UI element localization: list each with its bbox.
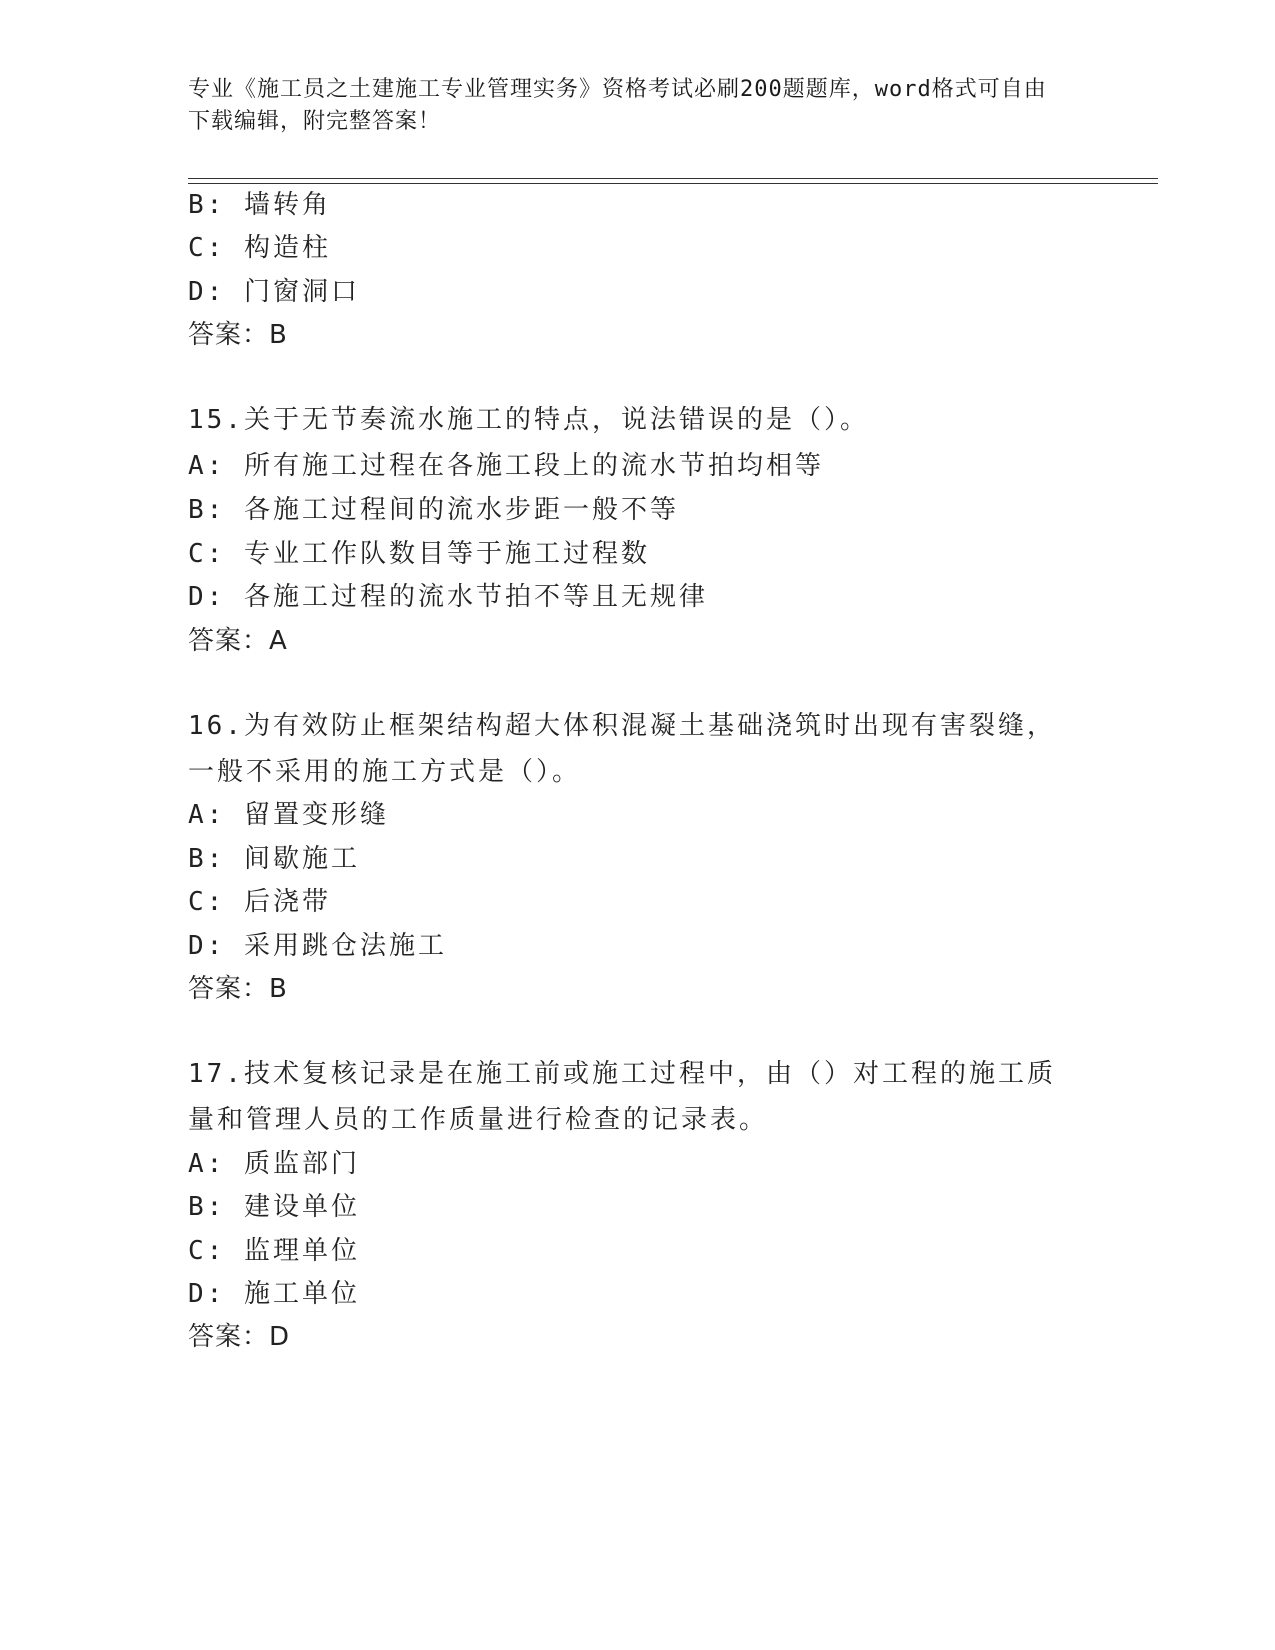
option-a: A: 质监部门 (188, 1149, 360, 1179)
option-b: B: 各施工过程间的流水步距一般不等 (188, 495, 679, 525)
document-header: 专业《施工员之土建施工专业管理实务》资格考试必刷200题题库，word格式可自由下载编辑，附完整答案！ (188, 77, 1047, 134)
option-c: C: 监理单位 (188, 1236, 360, 1266)
question-stem: 16.为有效防止框架结构超大体积混凝土基础浇筑时出现有害裂缝，一般不采用的施工方式是（）。 (188, 711, 1056, 787)
option-b: B: 间歇施工 (188, 844, 360, 874)
question-stem: 17.技术复核记录是在施工前或施工过程中，由（）对工程的施工质量和管理人员的工作质量进行检查的记录表。 (188, 1059, 1056, 1135)
answer-line: 答案：A (188, 626, 288, 656)
option-a: A: 留置变形缝 (188, 800, 389, 830)
option-d: D: 施工单位 (188, 1279, 360, 1309)
answer-line: 答案：D (188, 1322, 291, 1352)
option-b: B: 墙转角 (188, 190, 331, 220)
option-d: D: 门窗洞口 (188, 277, 360, 307)
option-a: A: 所有施工过程在各施工段上的流水节拍均相等 (188, 451, 824, 481)
answer-line: 答案：B (188, 974, 288, 1004)
header-divider-bottom (188, 183, 1158, 184)
option-d: D: 各施工过程的流水节拍不等且无规律 (188, 582, 708, 612)
option-c: C: 构造柱 (188, 233, 331, 263)
option-b: B: 建设单位 (188, 1192, 360, 1222)
option-c: C: 专业工作队数目等于施工过程数 (188, 539, 650, 569)
answer-line: 答案：B (188, 320, 288, 350)
question-stem: 15.关于无节奏流水施工的特点，说法错误的是（）。 (188, 405, 869, 435)
option-d: D: 采用跳仓法施工 (188, 931, 447, 961)
option-c: C: 后浇带 (188, 887, 331, 917)
header-divider-top (188, 178, 1158, 179)
